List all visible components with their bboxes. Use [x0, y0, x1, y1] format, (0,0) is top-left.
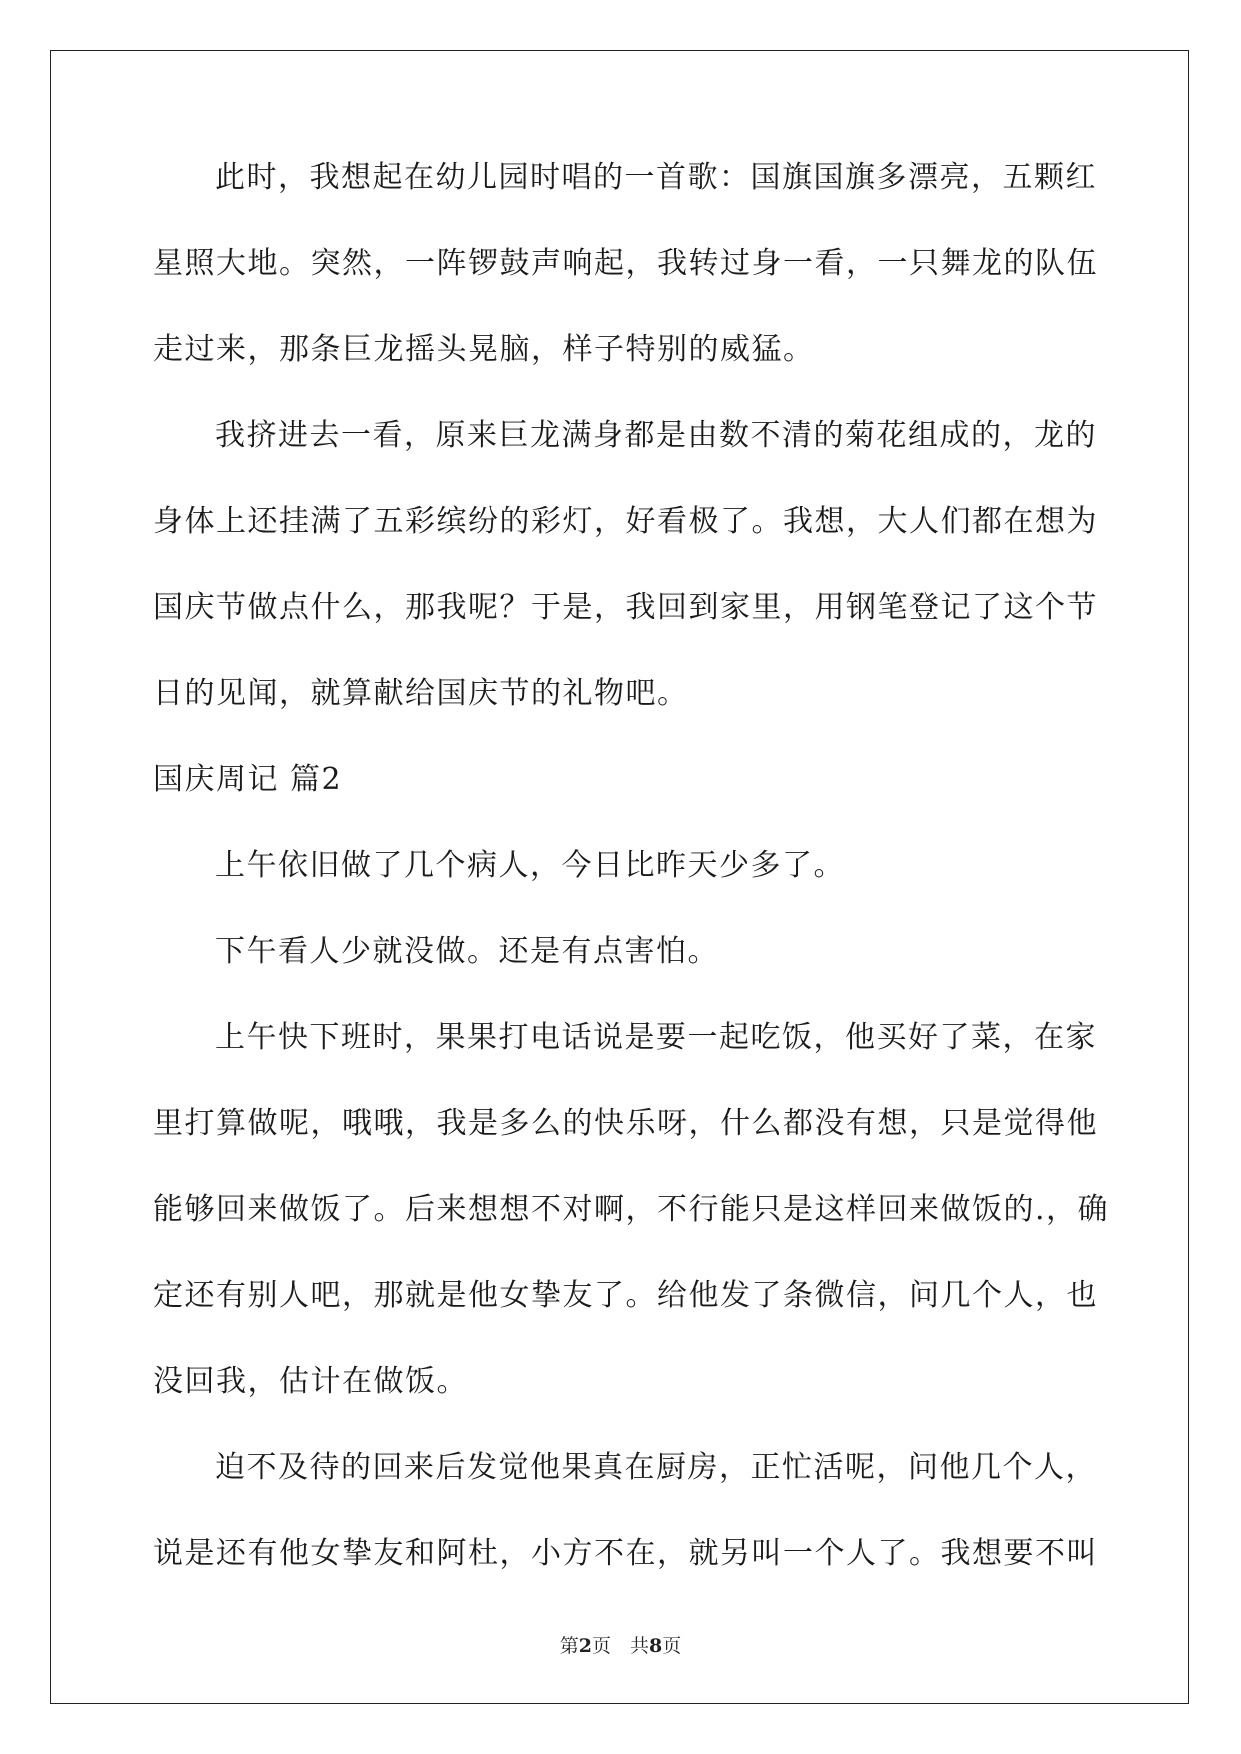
- paragraph-line: 国庆节做点什么，那我呢？于是，我回到家里，用钢笔登记了这个节: [153, 590, 1098, 625]
- footer-middle: 页 共: [591, 1635, 649, 1657]
- paragraph: [153, 1450, 1098, 1571]
- paragraph-line: 上午快下班时，果果打电话说是要一起吃饭，他买好了菜，在家: [215, 1020, 1097, 1055]
- paragraph-line: 说是还有他女挚友和阿杜，小方不在，就另叫一个人了。我想要不叫: [153, 1536, 1098, 1571]
- page-footer: [0, 1636, 1241, 1656]
- paragraph-line: 能够回来做饭了。后来想想不对啊，不行能只是这样回来做饭的.，确: [153, 1192, 1110, 1227]
- footer-current-page: 2: [578, 1635, 592, 1657]
- paragraph-line: 没回我，估计在做饭。: [153, 1364, 468, 1399]
- paragraph-line: 此时，我想起在幼儿园时唱的一首歌：国旗国旗多漂亮，五颗红: [215, 160, 1097, 195]
- paragraph: [153, 160, 1098, 367]
- paragraph-line: 我挤进去一看，原来巨龙满身都是由数不清的菊花组成的，龙的: [215, 418, 1097, 453]
- paragraph-line: 上午依旧做了几个病人，今日比昨天少多了。: [215, 848, 845, 883]
- paragraph: [153, 418, 1098, 711]
- paragraph-line: 下午看人少就没做。还是有点害怕。: [215, 934, 719, 969]
- paragraph-line: 身体上还挂满了五彩缤纷的彩灯，好看极了。我想，大人们都在想为: [153, 504, 1098, 539]
- paragraph-line: 日的见闻，就算献给国庆节的礼物吧。: [153, 676, 689, 711]
- heading-text: 国庆周记 篇2: [153, 762, 343, 797]
- paragraph: [153, 850, 1093, 882]
- footer-suffix: 页: [662, 1635, 682, 1657]
- paragraph: [153, 936, 1093, 968]
- paragraph-line: 里打算做呢，哦哦，我是多么的快乐呀，什么都没有想，只是觉得他: [153, 1106, 1098, 1141]
- section-heading: [153, 764, 1093, 796]
- paragraph: [153, 1020, 1110, 1399]
- paragraph-line: 定还有别人吧，那就是他女挚友了。给他发了条微信，问几个人，也: [153, 1278, 1098, 1313]
- paragraph-line: 迫不及待的回来后发觉他果真在厨房，正忙活呢，问他几个人，: [215, 1450, 1097, 1485]
- paragraph-line: 走过来，那条巨龙摇头晃脑，样子特别的威猛。: [153, 332, 815, 367]
- document-body: [153, 160, 1110, 1571]
- footer-prefix: 第: [559, 1635, 579, 1657]
- paragraph-line: 星照大地。突然，一阵锣鼓声响起，我转过身一看，一只舞龙的队伍: [153, 246, 1098, 281]
- footer-total-pages: 8: [649, 1635, 663, 1657]
